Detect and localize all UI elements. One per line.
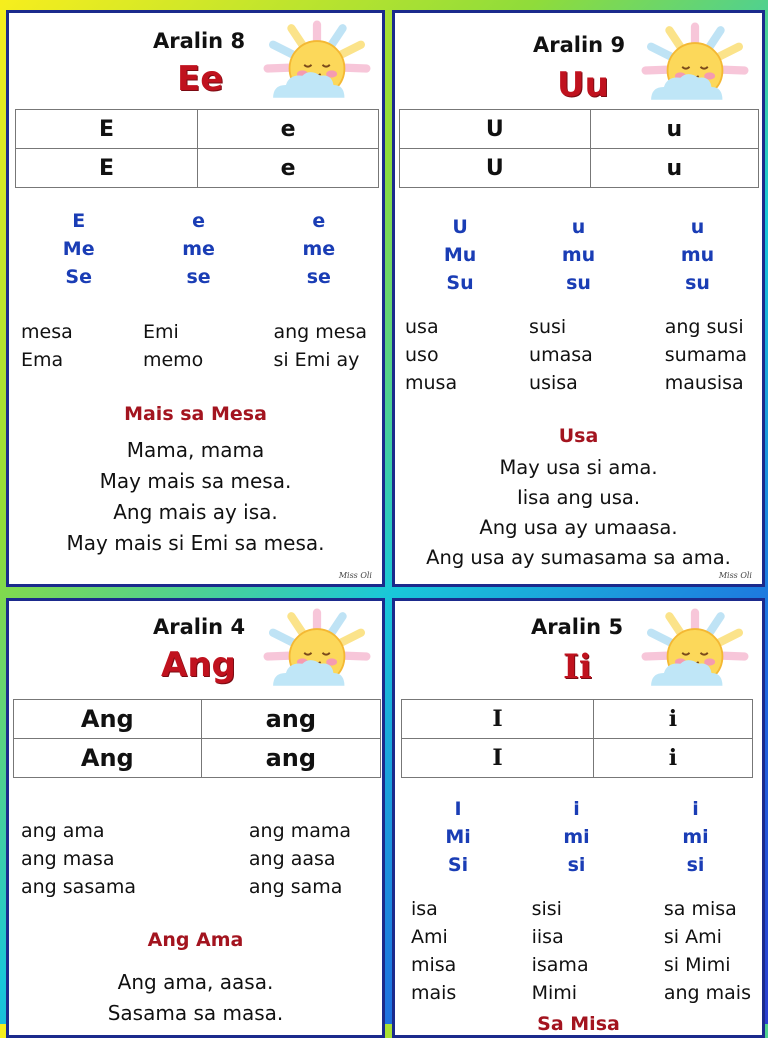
text-item: Emi [142, 321, 179, 343]
text-item: usa [405, 316, 439, 338]
table-cell: e [198, 110, 379, 149]
text-item: me [302, 238, 336, 260]
text-item: isama [531, 954, 589, 976]
table-cell: Ang [14, 700, 202, 739]
text-item: Sasama sa masa. [107, 1001, 284, 1025]
text-item: mausisa [664, 372, 744, 394]
text-item: mu [561, 244, 596, 266]
letter-table [401, 699, 753, 778]
text-item: misa [411, 954, 457, 976]
story-text [395, 453, 762, 573]
text-item: se [186, 266, 211, 288]
letter-table [399, 109, 759, 188]
text-item: May mais sa mesa. [99, 469, 292, 493]
letter-table [15, 109, 379, 188]
text-item: ang ama [21, 820, 105, 842]
lesson-number: Aralin 8 [153, 29, 246, 53]
word-list [405, 313, 747, 397]
table-cell: E [16, 110, 198, 149]
lesson-letter: Uu [557, 65, 609, 105]
story-title: Usa [558, 425, 599, 447]
text-item: ang susi [664, 316, 744, 338]
text-item: mais [411, 982, 457, 1004]
table-cell: Ang [14, 739, 202, 778]
lesson-card-aralin-4 [6, 598, 385, 1038]
sun-icon [631, 607, 759, 695]
word-list [21, 318, 367, 374]
credit: Miss Oli [718, 571, 752, 580]
text-item: memo [142, 349, 204, 371]
text-item: ang sama [248, 876, 343, 898]
text-item: susi [529, 316, 567, 338]
table-cell: ang [201, 739, 380, 778]
table-cell: U [400, 149, 591, 188]
text-item: si Emi ay [273, 349, 360, 371]
lesson-card-aralin-5 [392, 598, 765, 1038]
table-cell: ang [201, 700, 380, 739]
lesson-letter: Ang [161, 645, 236, 685]
text-item: umasa [529, 344, 593, 366]
text-item: u [690, 216, 705, 238]
syllable-grid [399, 795, 755, 879]
letter-table [13, 699, 381, 778]
text-item: Ang usa ay sumasama sa ama. [426, 546, 731, 569]
text-item: si Mimi [663, 954, 731, 976]
text-item: ang mama [248, 820, 351, 842]
text-item: mi [563, 826, 590, 848]
table-cell: e [198, 149, 379, 188]
syllable-grid [19, 207, 379, 291]
text-item: e [192, 210, 205, 232]
table-cell: u [590, 149, 758, 188]
story-title: Sa Misa [537, 1013, 620, 1035]
text-item: sa misa [663, 898, 737, 920]
text-item: U [452, 216, 468, 238]
lesson-letter: Ee [177, 59, 224, 99]
text-item: Mu [443, 244, 477, 266]
lesson-letter: Ii [563, 647, 592, 687]
text-item: Se [65, 266, 92, 288]
table-cell: I [402, 700, 594, 739]
story-text [9, 435, 382, 559]
text-item: ang sasama [21, 876, 137, 898]
text-item: mesa [21, 321, 73, 343]
text-item: mu [680, 244, 715, 266]
text-item: i [573, 798, 580, 820]
text-item: usisa [529, 372, 578, 394]
text-item: Si [447, 854, 469, 876]
text-item: su [566, 272, 591, 294]
text-item: May mais si Emi sa mesa. [66, 531, 325, 555]
text-item: iisa [531, 926, 564, 948]
lesson-number: Aralin 5 [531, 615, 624, 639]
text-item: si Ami [663, 926, 722, 948]
table-cell: u [590, 110, 758, 149]
text-item: Iisa ang usa. [516, 486, 641, 509]
text-item: se [306, 266, 331, 288]
text-item: mi [682, 826, 709, 848]
text-item: si [686, 854, 705, 876]
text-item: May usa si ama. [499, 456, 658, 479]
text-item: su [685, 272, 710, 294]
story-text [9, 967, 382, 1029]
text-item: Ang usa ay umaasa. [479, 516, 678, 539]
table-cell: i [593, 700, 752, 739]
lesson-card-aralin-8 [6, 10, 385, 587]
story-title: Ang Ama [147, 929, 244, 951]
text-item: uso [405, 344, 439, 366]
word-list [411, 895, 751, 1007]
table-cell: i [593, 739, 752, 778]
text-item: ang masa [21, 848, 115, 870]
table-cell: U [400, 110, 591, 149]
text-item: ang mais [663, 982, 751, 1004]
text-item: E [72, 210, 86, 232]
sun-icon [253, 19, 381, 107]
lesson-number: Aralin 9 [533, 33, 626, 57]
table-cell: E [16, 149, 198, 188]
story-title: Mais sa Mesa [124, 403, 267, 425]
lesson-card-aralin-9 [392, 10, 765, 587]
text-item: Ami [411, 926, 448, 948]
text-item: sumama [664, 344, 747, 366]
text-item: si [567, 854, 586, 876]
credit: Miss Oli [338, 571, 372, 580]
text-item: me [182, 238, 215, 260]
syllable-grid [401, 213, 757, 297]
sun-icon [253, 607, 381, 695]
text-item: e [312, 210, 326, 232]
text-item: Mama, mama [126, 438, 265, 462]
lesson-number: Aralin 4 [153, 615, 246, 639]
text-item: Ema [21, 349, 64, 371]
text-item: ang mesa [273, 321, 367, 343]
table-cell: I [402, 739, 594, 778]
text-item: Ang mais ay isa. [113, 500, 278, 524]
text-item: i [692, 798, 699, 820]
sun-icon [631, 21, 759, 109]
text-item: Mi [445, 826, 471, 848]
text-item: sisi [531, 898, 562, 920]
text-item: I [454, 798, 462, 820]
text-item: u [571, 216, 586, 238]
text-item: ang aasa [248, 848, 336, 870]
word-list [21, 817, 351, 901]
text-item: Me [62, 238, 95, 260]
text-item: Su [446, 272, 474, 294]
text-item: isa [411, 898, 438, 920]
text-item: musa [405, 372, 458, 394]
text-item: Ang ama, aasa. [117, 970, 274, 994]
text-item: Mimi [531, 982, 578, 1004]
